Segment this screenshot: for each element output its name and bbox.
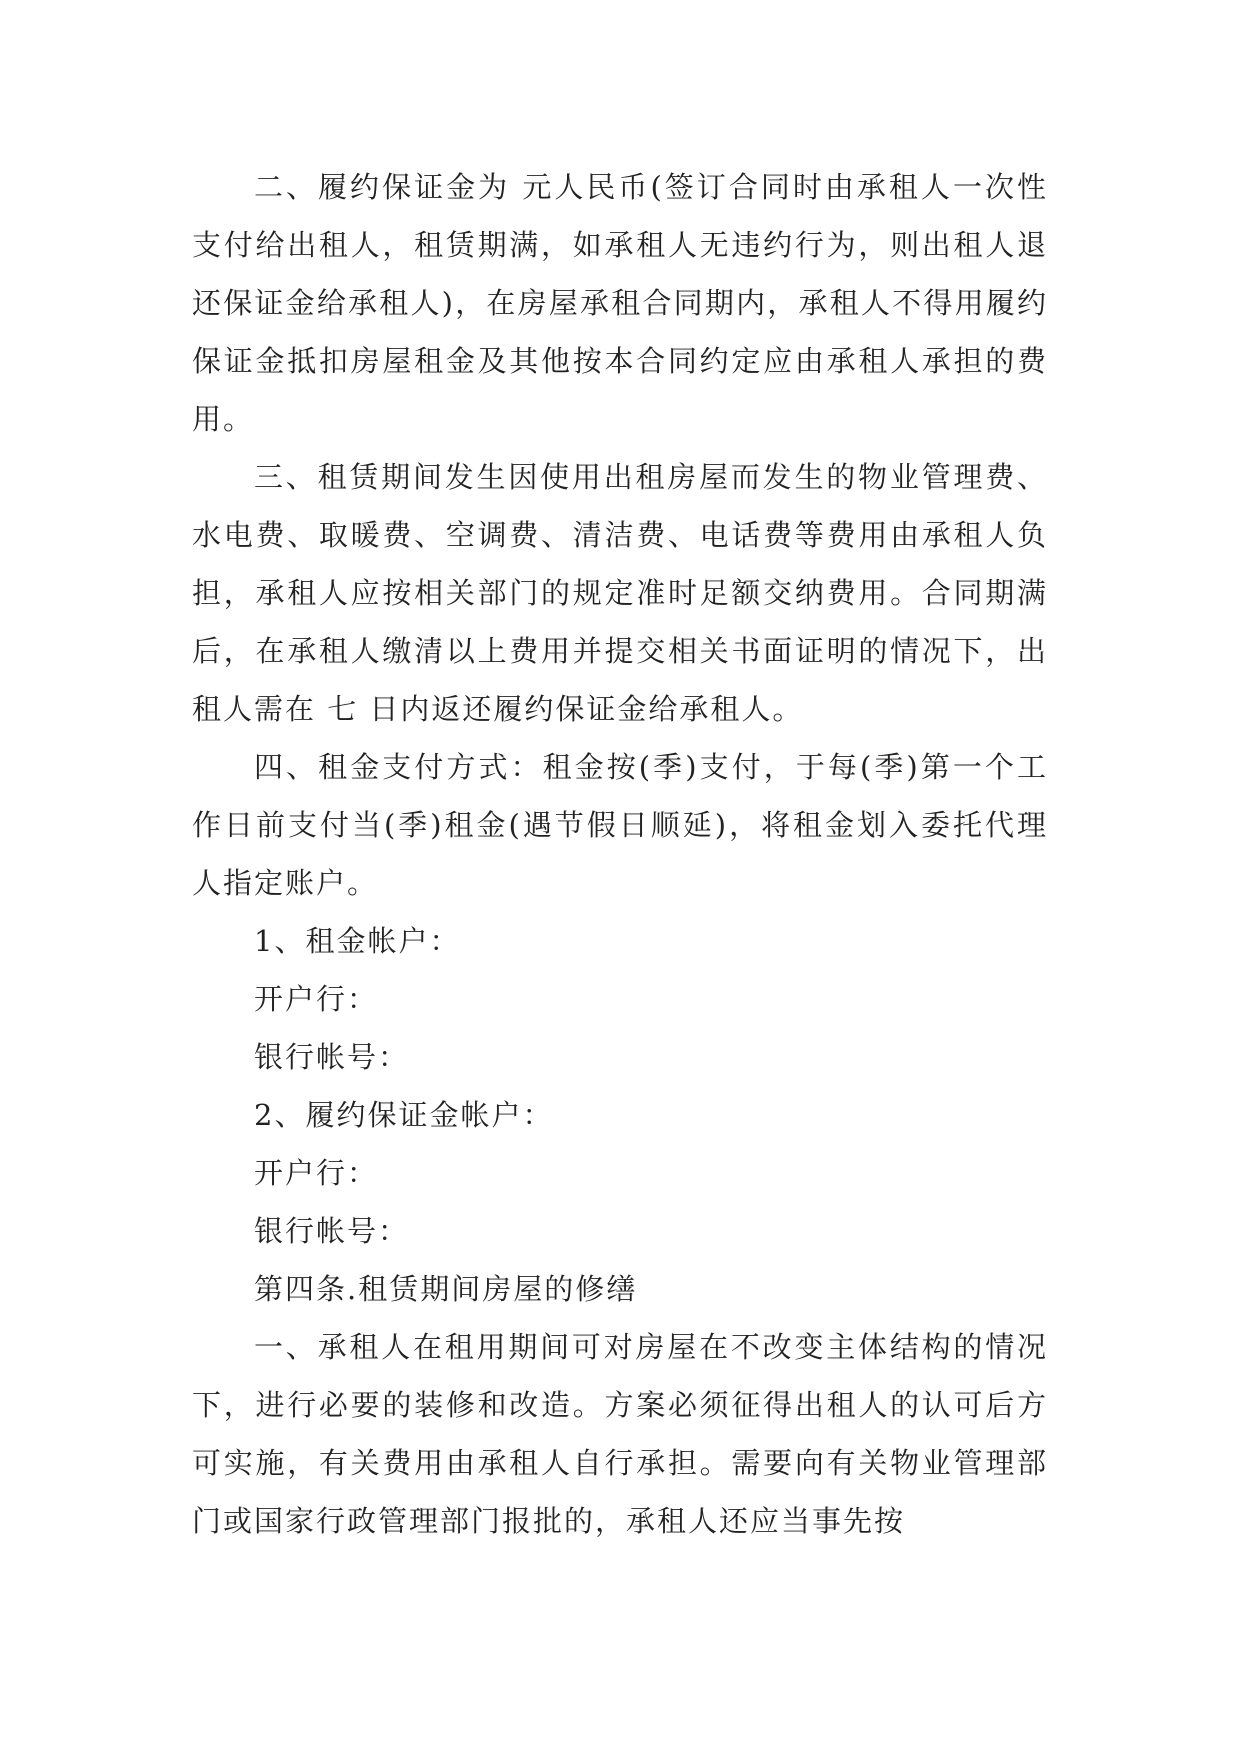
document-body (192, 158, 1048, 1550)
paragraph-deposit: 二、履约保证金为 元人民币(签订合同时由承租人一次性支付给出租人，租赁期满，如承租人无违约行为，则出租人退还保证金给承租人)，在房屋承租合同期内，承租人不得用履约保证金抵扣房屋租金及其他按本合同约定应由承租人承担的费用。 (192, 170, 1048, 436)
deposit-bank-name: 开户行： (254, 1156, 379, 1190)
rent-bank-account: 银行帐号： (254, 1040, 410, 1074)
deposit-account-heading: 2、履约保证金帐户： (254, 1098, 554, 1132)
paragraph-fees: 三、租赁期间发生因使用出租房屋而发生的物业管理费、水电费、取暖费、空调费、清洁费、电话费等费用由承租人负担，承租人应按相关部门的规定准时足额交纳费用。合同期满后，在承租人缴清以上费用并提交相关书面证明的情况下，出租人需在 七 日内返还履约保证金给承租人。 (192, 460, 1048, 726)
article-four-heading: 第四条.租赁期间房屋的修缮 (254, 1272, 638, 1306)
rent-bank-name: 开户行： (254, 982, 379, 1016)
paragraph-renovation: 一、承租人在租用期间可对房屋在不改变主体结构的情况下，进行必要的装修和改造。方案必须征得出租人的认可后方可实施，有关费用由承租人自行承担。需要向有关物业管理部门或国家行政管理部门报批的，承租人还应当事先按 (192, 1330, 1048, 1538)
deposit-bank-account: 银行帐号： (254, 1214, 410, 1248)
paragraph-payment-method: 四、租金支付方式：租金按(季)支付，于每(季)第一个工作日前支付当(季)租金(遇节假日顺延)，将租金划入委托代理人指定账户。 (192, 750, 1048, 900)
rent-account-heading: 1、租金帐户： (254, 924, 461, 958)
